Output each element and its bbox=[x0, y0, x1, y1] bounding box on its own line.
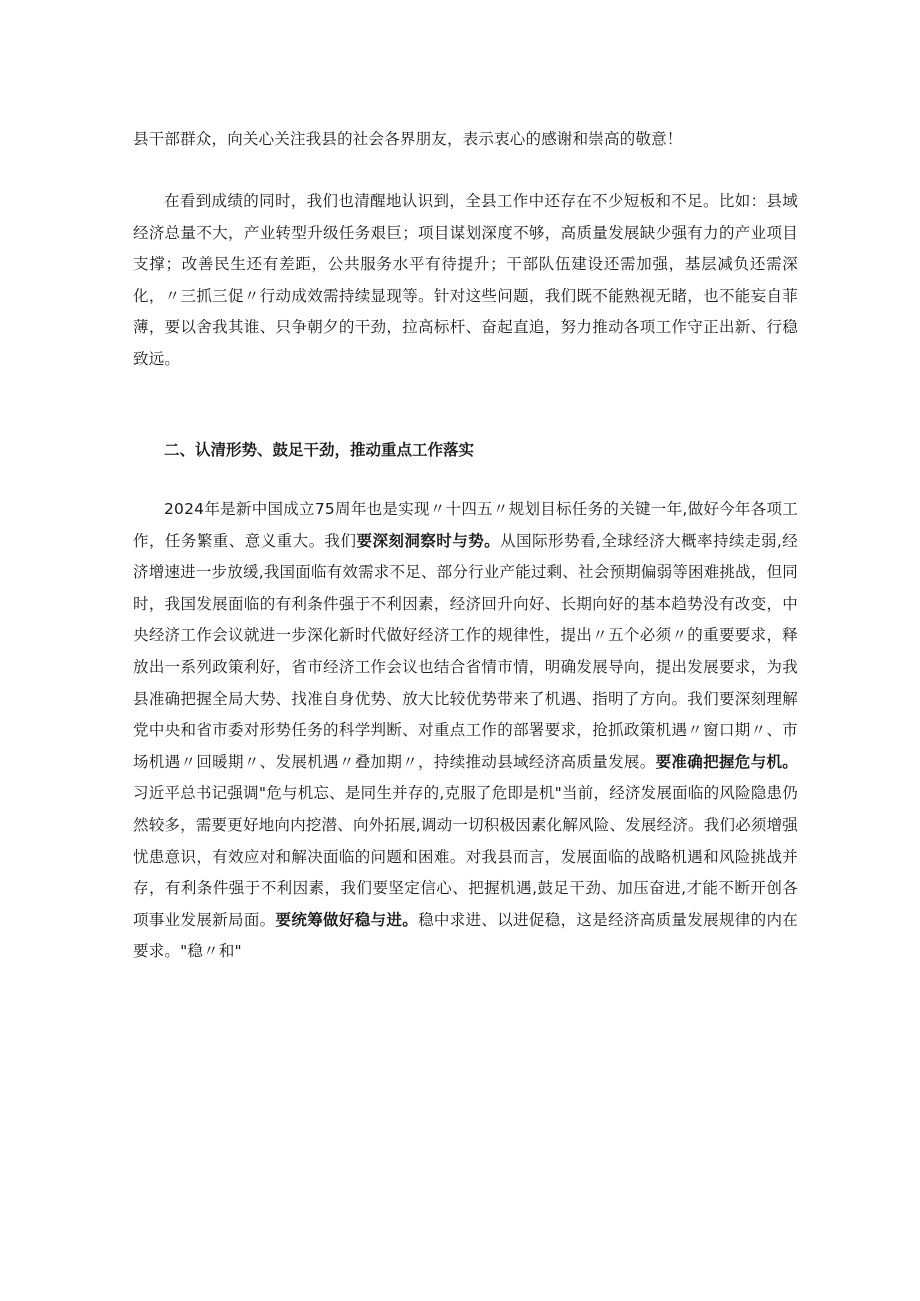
emphasis-risk-and-opportunity: 要准确把握危与机。 bbox=[655, 752, 798, 771]
emphasis-stability-and-progress: 要统筹做好稳与进。 bbox=[275, 910, 419, 929]
text-segment: 2024年是新中国成立75周年也是实现〃十四五〃规划目标任务的关键一年,做好今年各项工作，任务繁重、意义重大。我们 bbox=[133, 500, 798, 550]
text-segment: 习近平总书记强调"危与机忘、是同生并存的,克服了危即是机"当前，经济发展面临的风险隐患仍然较多，需要更好地向内挖潜、向外拓展,调动一切积极因素化解风险、发展经济。我们必须增强忧患意识，有效应对和解决面临的问题和困难。对我县而言，发展面临的战略机遇和风险挑战并存，有利条件强于不利因素，我们要坚定信心、把握机遇,鼓足干劲、加压奋进,才能不断开创各项事业发展新局面。 bbox=[133, 784, 798, 929]
emphasis-time-and-trend: 要深刻洞察时与势。 bbox=[356, 531, 501, 550]
paragraph-situation bbox=[133, 494, 798, 968]
text-segment: 稳中求进、以进促稳，这是经济高质量发展规律的内在要求。"稳〃和" bbox=[133, 910, 798, 961]
paragraph-gratitude: 县干部群众，向关心关注我县的社会各界朋友，表示衷心的感谢和崇高的敬意！ bbox=[133, 130, 683, 148]
paragraph-shortcomings: 在看到成绩的同时，我们也清醒地认识到，全县工作中还存在不少短板和不足。比如：县域经济总量不大，产业转型升级任务艰巨；项目谋划深度不够，高质量发展缺少强有力的产业项目支撑；改善民生还有差距，公共服务水平有待提升；干部队伍建设还需加强，基层减负还需深化，〃三抓三促〃行动成效需持续显现等。针对这些问题，我们既不能熟视无睹，也不能妄自菲薄，要以舍我其谁、只争朝夕的干劲，拉高标杆、奋起直追，努力推动各项工作守正出新、行稳致远。 bbox=[133, 192, 798, 368]
text-segment: 从国际形势看,全球经济大概率持续走弱,经济增速进一步放缓,我国面临有效需求不足、部分行业产能过剩、社会预期偏弱等困难挑战，但同时，我国发展面临的有利条件强于不利因素，经济回升向好、长期向好的基本趋势没有改变，中央经济工作会议就进一步深化新时代做好经济工作的规律性，提出〃五个必须〃的重要要求，释放出一系列政策利好，省市经济工作会议也结合省情市情，明确发展导向，提出发展要求，为我县准确把握全局大势、找准自身优势、放大比较优势带来了机遇、指明了方向。我们要深刻理解党中央和省市委对形势任务的科学判断、对重点工作的部署要求，抢抓政策机遇〃窗口期〃、市场机遇〃回暖期〃、发展机遇〃叠加期〃，持续推动县域经济高质量发展。 bbox=[133, 531, 798, 771]
section-heading: 二、认清形势、鼓足干劲，推动重点工作落实 bbox=[164, 441, 475, 459]
